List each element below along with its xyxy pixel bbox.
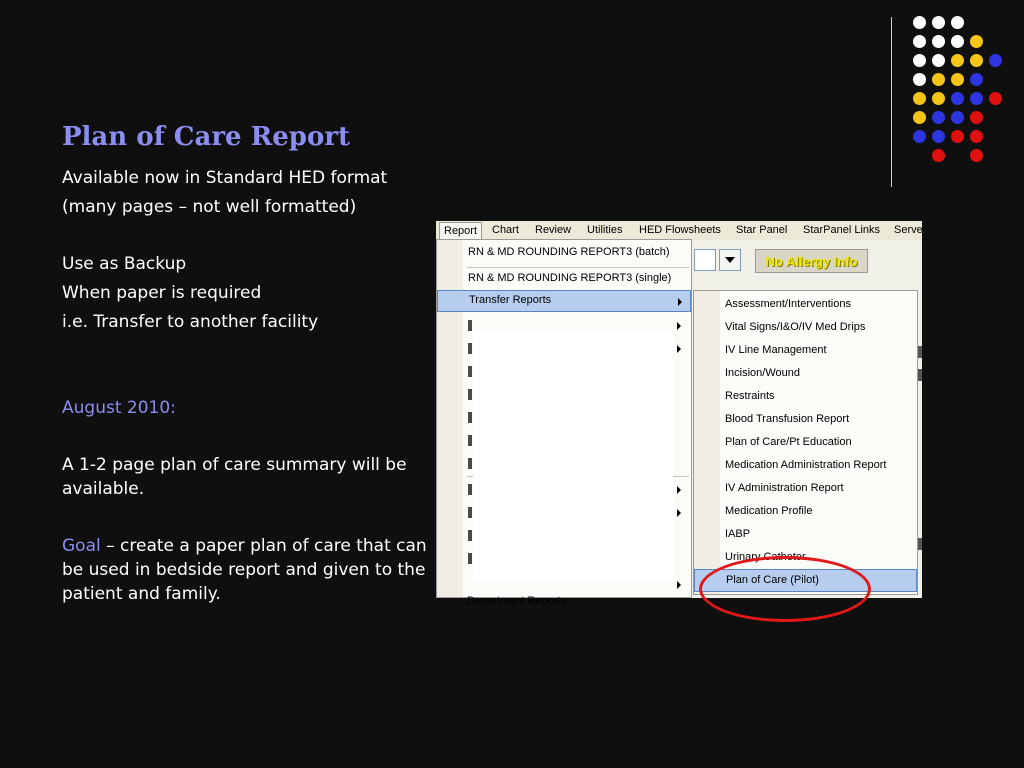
backup-text — [62, 252, 432, 334]
menu-starpanel-links[interactable]: StarPanel Links — [803, 224, 881, 236]
chevron-down-icon — [725, 257, 735, 263]
menu-item-department-reports[interactable]: Department Reports — [467, 595, 567, 607]
menu-item-label: Vital Signs/I&O/IV Med Drips — [725, 321, 866, 333]
hidden-menu-item[interactable] — [468, 530, 472, 541]
app-screenshot — [436, 221, 923, 607]
menu-item-label: Medication Profile — [725, 505, 813, 517]
dot — [913, 73, 926, 86]
highlight-circle — [699, 556, 871, 622]
dot — [932, 35, 945, 48]
hidden-menu-item[interactable] — [468, 484, 472, 495]
allergy-info-label: No Allergy Info — [765, 253, 858, 269]
dot — [932, 111, 945, 124]
submenu-item-restraints[interactable] — [694, 385, 917, 408]
dot — [970, 54, 983, 67]
menu-item-label: RN & MD ROUNDING REPORT3 (batch) — [468, 246, 670, 258]
submenu-arrow-icon — [677, 581, 681, 589]
submenu-arrow-icon — [677, 322, 681, 330]
dot — [932, 130, 945, 143]
menu-chart[interactable]: Chart — [492, 224, 519, 236]
allergy-info-button[interactable] — [755, 249, 868, 273]
dot — [951, 73, 964, 86]
date-heading: August 2010: — [62, 398, 176, 418]
submenu-item-plan-of-care-education[interactable] — [694, 431, 917, 454]
report-menu — [436, 239, 692, 607]
menu-item-label: Restraints — [725, 390, 775, 402]
submenu-arrow-icon — [677, 486, 681, 494]
menu-bar — [436, 221, 922, 240]
dot — [913, 92, 926, 105]
hidden-menu-item[interactable] — [468, 366, 472, 377]
dot — [970, 111, 983, 124]
menu-item-label: Plan of Care/Pt Education — [725, 436, 852, 448]
menu-item-label: Transfer Reports — [469, 294, 552, 306]
dot — [913, 54, 926, 67]
dot — [970, 35, 983, 48]
menu-item-transfer-reports[interactable] — [437, 290, 691, 312]
intro-line-2: (many pages – not well formatted) — [62, 197, 357, 217]
dot — [951, 92, 964, 105]
backup-line-1: Use as Backup — [62, 254, 187, 274]
dot — [951, 16, 964, 29]
menu-item-label: IABP — [725, 528, 751, 540]
menu-item-label: IV Line Management — [725, 344, 827, 356]
dot — [989, 92, 1002, 105]
menu-item-label: RN & MD ROUNDING REPORT3 (single) — [468, 272, 672, 284]
dot — [932, 54, 945, 67]
menu-item-label: Urinary Catheter — [725, 551, 806, 563]
backup-line-2: When paper is required — [62, 283, 262, 303]
intro-text — [62, 166, 432, 219]
menu-item-label: Plan of Care (Pilot) — [726, 574, 819, 586]
dot — [932, 92, 945, 105]
menu-item-label: Incision/Wound — [725, 367, 801, 379]
hidden-menu-item[interactable] — [468, 435, 472, 446]
dot — [913, 35, 926, 48]
hidden-menu-item[interactable] — [468, 458, 472, 469]
dot — [951, 54, 964, 67]
dot — [932, 149, 945, 162]
dot — [989, 54, 1002, 67]
menu-item-rounding-batch[interactable] — [437, 242, 691, 264]
menu-review[interactable]: Review — [535, 224, 572, 236]
dot — [951, 35, 964, 48]
submenu-arrow-icon — [677, 509, 681, 517]
dot — [970, 149, 983, 162]
goal-description: – create a paper plan of care that can be used in bedside report and given to the patient and family. — [62, 536, 427, 604]
menu-item-label: Blood Transfusion Report — [725, 413, 850, 425]
backup-line-3: i.e. Transfer to another facility — [62, 312, 319, 332]
menu-servers[interactable]: Serve — [894, 224, 923, 236]
hidden-menu-item[interactable] — [468, 553, 472, 564]
submenu-item-medication-administration[interactable] — [694, 454, 917, 477]
goal-label: Goal — [62, 536, 101, 556]
submenu-arrow-icon — [678, 298, 682, 306]
submenu-item-incision-wound[interactable] — [694, 362, 917, 385]
background-fragment — [918, 346, 922, 358]
vertical-divider — [891, 17, 892, 187]
dot — [932, 73, 945, 86]
dot — [951, 111, 964, 124]
patient-field[interactable] — [694, 249, 716, 271]
menu-item-label: Medication Administration Report — [725, 459, 887, 471]
slide-title: Plan of Care Report — [62, 122, 351, 152]
menu-item-label: IV Administration Report — [725, 482, 844, 494]
menu-item-rounding-single[interactable] — [437, 268, 691, 290]
menu-hed-flowsheets[interactable]: HED Flowsheets — [639, 224, 721, 236]
submenu-item-iabp[interactable] — [694, 523, 917, 546]
submenu-item-blood-transfusion[interactable] — [694, 408, 917, 431]
submenu-item-assessment[interactable] — [694, 293, 917, 316]
transfer-reports-submenu — [693, 290, 918, 595]
hidden-menu-item[interactable] — [468, 343, 472, 354]
dot — [913, 16, 926, 29]
dot — [932, 16, 945, 29]
summary-text: A 1-2 page plan of care summary will be available. — [62, 455, 407, 499]
menu-report[interactable]: Report — [439, 222, 482, 242]
hidden-menu-item[interactable] — [468, 507, 472, 518]
background-fragment — [918, 538, 922, 550]
covered-panel — [473, 332, 673, 582]
submenu-item-medication-profile[interactable] — [694, 500, 917, 523]
hidden-menu-item[interactable] — [468, 320, 472, 331]
goal-text — [62, 534, 432, 606]
menu-utilities[interactable]: Utilities — [587, 224, 623, 236]
dot — [970, 130, 983, 143]
background-fragment — [918, 369, 922, 381]
hidden-menu-item[interactable] — [468, 412, 472, 423]
intro-line-1: Available now in Standard HED format — [62, 168, 388, 188]
submenu-arrow-icon — [677, 345, 681, 353]
hidden-menu-item[interactable] — [468, 389, 472, 400]
dropdown-button[interactable] — [719, 249, 741, 271]
dot — [951, 130, 964, 143]
dot — [970, 73, 983, 86]
submenu-item-iv-administration[interactable] — [694, 477, 917, 500]
dot — [913, 111, 926, 124]
submenu-item-iv-line[interactable] — [694, 339, 917, 362]
dot — [913, 130, 926, 143]
submenu-item-vital-signs[interactable] — [694, 316, 917, 339]
dot — [970, 92, 983, 105]
menu-item-label: Assessment/Interventions — [725, 298, 851, 310]
menu-star-panel[interactable]: Star Panel — [736, 224, 788, 236]
